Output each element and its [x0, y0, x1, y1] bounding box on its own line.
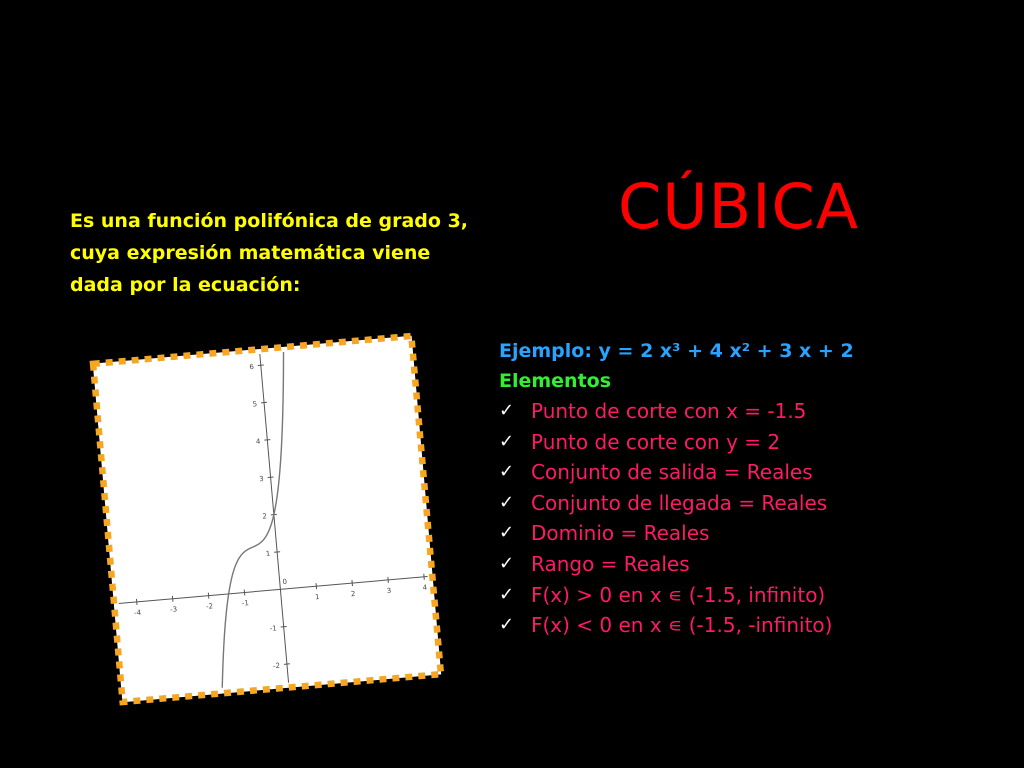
list-item-text: Punto de corte con y = 2	[531, 429, 781, 454]
checkmark-icon: ✓	[499, 614, 515, 636]
list-item-text: Punto de corte con x = -1.5	[531, 399, 807, 423]
y-tick	[268, 477, 274, 478]
x-tick	[316, 583, 317, 589]
x-tick	[352, 580, 353, 586]
checkmark-icon: ✓	[499, 461, 515, 483]
y-tick-label: 3	[258, 474, 265, 484]
list-item-text: Dominio = Reales	[531, 521, 710, 546]
slide-title: CÚBICA	[618, 170, 860, 243]
checkmark-icon: ✓	[499, 552, 515, 574]
x-tick	[424, 574, 425, 580]
x-tick	[388, 577, 389, 583]
y-tick-label: 5	[252, 400, 258, 409]
y-tick-label: 6	[249, 362, 255, 372]
x-tick	[244, 590, 245, 596]
list-item	[499, 396, 1019, 427]
list-item-text: F(x) > 0 en x ∊ (-1.5, infinito)	[531, 582, 826, 607]
intro-line: Es una función polifónica de grado 3,	[70, 210, 469, 232]
list-item	[499, 518, 1019, 549]
x-tick-label: 2	[350, 589, 356, 599]
y-tick	[274, 552, 280, 553]
y-tick	[281, 626, 287, 627]
list-item	[499, 549, 1019, 580]
intro-line: cuya expresión matemática viene	[70, 242, 431, 264]
list-item	[499, 580, 1019, 611]
y-tick-label: 4	[255, 437, 261, 446]
example-equation: Ejemplo: y = 2 x³ + 4 x² + 3 x + 2	[499, 340, 854, 362]
graph-frame	[90, 332, 445, 705]
checkmark-icon: ✓	[499, 522, 515, 544]
x-tick-label: 1	[314, 592, 320, 602]
y-tick-label: 1	[265, 549, 271, 558]
y-tick-label: -1	[269, 624, 278, 633]
x-tick	[172, 596, 173, 602]
elements-list	[499, 396, 1019, 641]
x-tick-label: 3	[386, 586, 392, 596]
x-tick-label: 0	[282, 577, 288, 587]
list-item-text: Conjunto de llegada = Reales	[531, 490, 828, 515]
cubic-graph	[90, 332, 445, 705]
y-tick-label: -2	[272, 661, 281, 671]
list-item	[499, 457, 1019, 488]
elements-heading: Elementos	[499, 370, 612, 392]
x-tick-label: 4	[422, 583, 428, 592]
list-item-text: F(x) < 0 en x ∊ (-1.5, -infinito)	[531, 613, 833, 638]
x-tick	[136, 599, 137, 605]
y-tick	[284, 664, 290, 665]
checkmark-icon: ✓	[499, 400, 515, 421]
x-tick-label: -4	[133, 608, 142, 618]
checkmark-icon: ✓	[499, 583, 515, 605]
intro-text	[70, 205, 550, 301]
example-block	[499, 336, 1019, 641]
checkmark-icon: ✓	[499, 430, 515, 452]
y-tick	[264, 440, 270, 441]
y-tick-label: 2	[262, 512, 268, 521]
list-item	[499, 488, 1019, 519]
list-item-text: Rango = Reales	[531, 551, 690, 576]
checkmark-icon: ✓	[499, 491, 515, 513]
list-item-text: Conjunto de salida = Reales	[531, 460, 813, 485]
x-tick-label: -3	[169, 605, 178, 615]
x-tick-label: -1	[241, 599, 250, 608]
list-item	[499, 427, 1019, 458]
x-tick	[208, 593, 209, 599]
list-item	[499, 610, 1019, 641]
x-tick-label: -2	[205, 602, 214, 611]
intro-line: dada por la ecuación:	[70, 274, 301, 296]
y-tick	[258, 365, 264, 366]
y-tick	[261, 402, 267, 403]
